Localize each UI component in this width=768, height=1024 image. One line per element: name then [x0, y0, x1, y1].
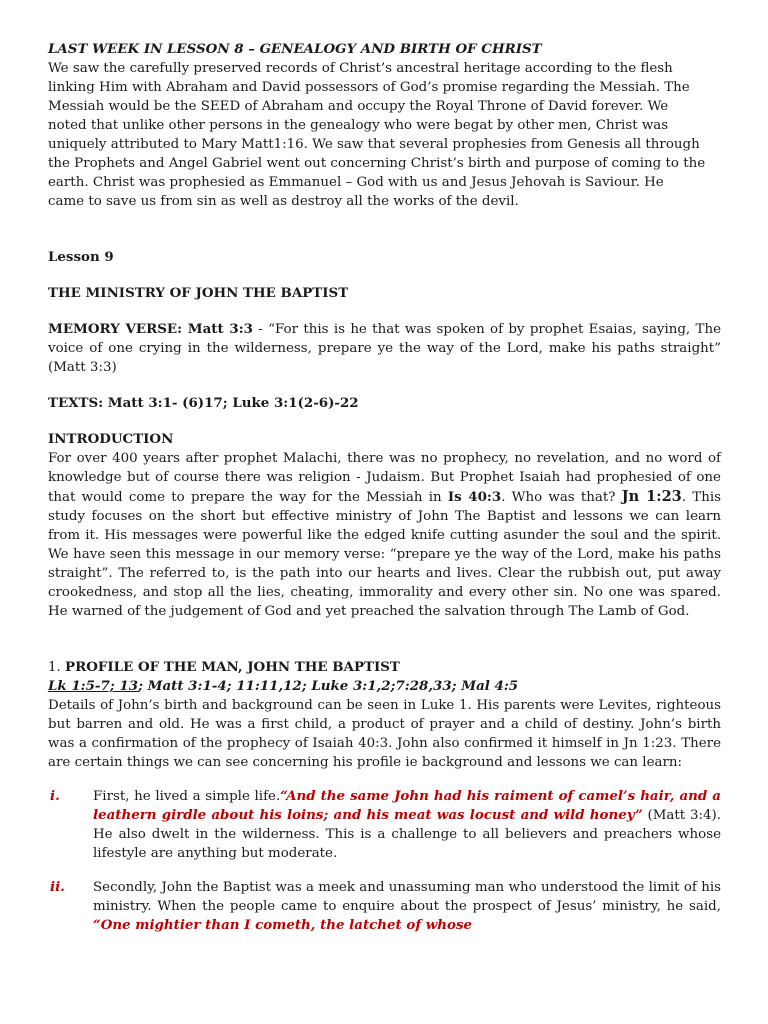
item-quote: “And the same John had his raiment of camel’s hair, and a leathern girdle about his loins; and his meat was locust and wild honey”	[93, 788, 721, 823]
introduction-heading: INTRODUCTION	[48, 431, 174, 447]
list-marker: ii.	[50, 879, 65, 895]
summary-line: came to save us from sin as well as destroy all the works of the devil.	[48, 194, 519, 209]
summary-line: linking Him with Abraham and David possessors of God’s promise regarding the Messiah. The	[48, 80, 690, 95]
lesson-title: THE MINISTRY OF JOHN THE BAPTIST	[48, 285, 349, 301]
item-lead: First, he lived a simple life.	[93, 789, 281, 804]
summary-line: noted that unlike other persons in the genealogy who were begat by other men, Christ was	[48, 118, 669, 133]
list-item	[48, 787, 721, 863]
intro-text: . This study focuses on the short but effective ministry of John The Baptist and lessons we can learn from it. His messages were powerful like the edged knife cutting asunder the soul and the spirit. We have seen this message in our memory verse: “prepare ye the way of the Lord, make his paths straight”. The referred to, is the path into our hearts and lives. Clear the rubbish out, put away crookedness, and stop all the lies, cheating, immorality and every other sin. No one was spared. He warned of the judgement of God and yet preached the salvation through The Lamb of God.	[48, 490, 721, 619]
lesson-texts: TEXTS: Matt 3:1- (6)17; Luke 3:1(2-6)-22	[48, 395, 359, 411]
summary-line: We saw the carefully preserved records of Christ’s ancestral heritage according to the flesh	[48, 61, 673, 76]
scripture-ref: Is 40:3	[447, 489, 502, 505]
summary-line: Messiah would be the SEED of Abraham and occupy the Royal Throne of David forever. We	[48, 99, 669, 114]
section-number: 1.	[48, 660, 61, 675]
section-heading	[48, 658, 721, 677]
item-quote: “One mightier than I cometh, the latchet of whose	[93, 917, 472, 933]
document-page	[48, 40, 721, 935]
underlined-reference: Lk 1:5-7; 13	[48, 678, 139, 694]
introduction-paragraph	[48, 449, 721, 621]
item-rest: (Matt 3:4). He also dwelt in the wilderness. This is a challenge to all believers and preachers whose lifestyle are anything but moderate.	[93, 808, 721, 861]
summary-line: the Prophets and Angel Gabriel went out concerning Christ’s birth and purpose of coming to the	[48, 156, 706, 171]
memory-verse	[48, 320, 721, 377]
section-references	[48, 677, 721, 696]
section-body: Details of John’s birth and background can be seen in Luke 1. His parents were Levites, righteous but barren and old. He was a first child, a product of prayer and a child of destiny. John’s birth was a confirmation of the prophecy of Isaiah 40:3. John also confirmed it himself in Jn 1:23. There are certain things we can see concerning his profile ie background and lessons we can learn:	[48, 698, 721, 770]
scripture-ref: Jn 1:23	[621, 488, 682, 505]
memory-verse-label: MEMORY VERSE: Matt 3:3	[48, 321, 253, 337]
previous-lesson-summary	[48, 40, 721, 211]
previous-lesson-heading: LAST WEEK IN LESSON 8 – GENEALOGY AND BIRTH OF CHRIST	[48, 41, 542, 57]
summary-line: uniquely attributed to Mary Matt1:16. We saw that several prophesies from Genesis all through	[48, 137, 700, 152]
list-marker: i.	[50, 788, 60, 804]
intro-text: . Who was that?	[501, 490, 622, 505]
item-lead: Secondly, John the Baptist was a meek and unassuming man who understood the limit of his ministry. When the people came to enquire about the prospect of Jesus’ ministry, he said,	[93, 880, 721, 914]
summary-line: earth. Christ was prophesied as Emmanuel – God with us and Jesus Jehovah is Saviour. He	[48, 175, 664, 190]
reference-list: ; Matt 3:1-4; 11:11,12; Luke 3:1,2;7:28,33; Mal 4:5	[138, 678, 519, 694]
list-item	[48, 878, 721, 935]
section-title: PROFILE OF THE MAN, JOHN THE BAPTIST	[65, 659, 400, 675]
intro-text: For over 400 years after prophet Malachi, there was no prophecy, no revelation, and no word of knowledge but of course there was religion - Judaism. But Prophet Isaiah had prophesied of one that would come to prepare the way for the Messiah in	[48, 451, 721, 505]
lesson-number: Lesson 9	[48, 249, 114, 265]
memory-verse-text: - “For this is he that was spoken of by prophet Esaias, saying, The voice of one crying in the wilderness, prepare ye the way of the Lord, make his paths straight” (Matt 3:3)	[48, 322, 721, 375]
